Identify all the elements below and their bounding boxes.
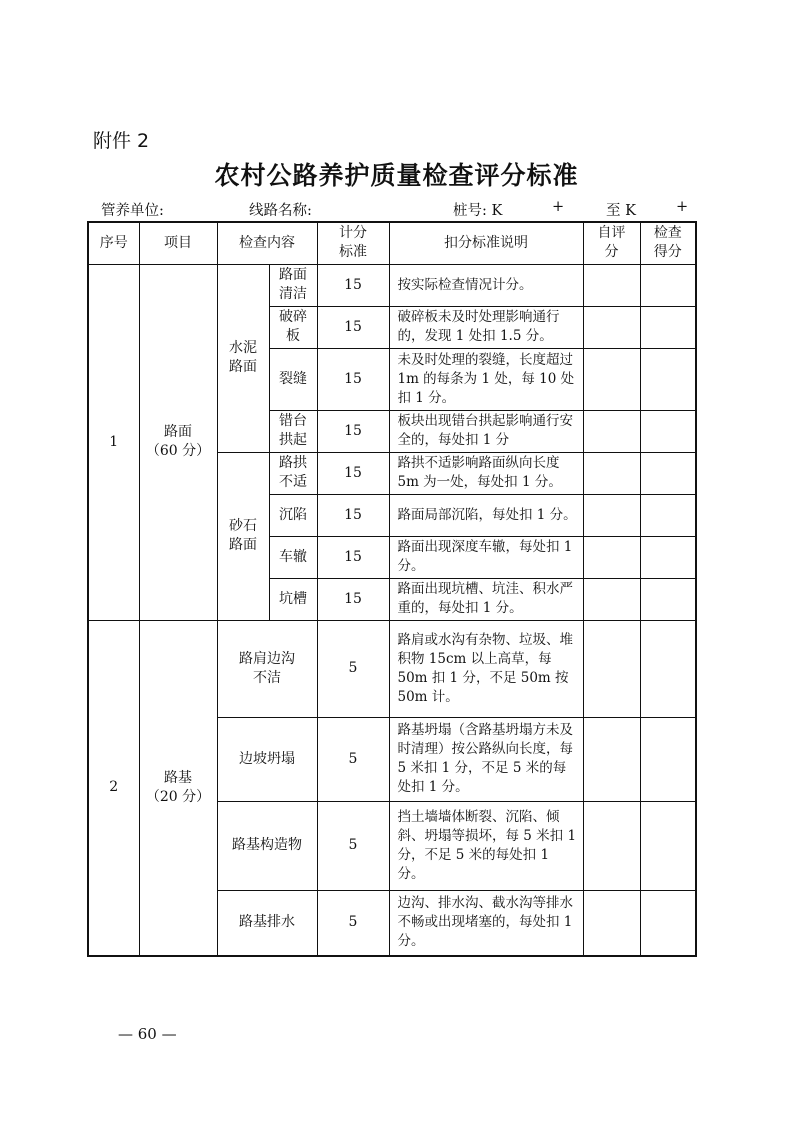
deduct-description: 未及时处理的裂缝，长度超过 1m 的每条为 1 处，每 10 处扣 1 分。 bbox=[389, 348, 583, 410]
header-score-standard: 计分 标准 bbox=[317, 222, 389, 264]
self-score-cell[interactable] bbox=[583, 306, 640, 348]
self-score-cell[interactable] bbox=[583, 536, 640, 578]
sub-item: 路面 清洁 bbox=[269, 264, 317, 306]
sub-item: 裂缝 bbox=[269, 348, 317, 410]
inspect-score-cell[interactable] bbox=[640, 306, 696, 348]
check-item: 路肩边沟 不洁 bbox=[217, 620, 317, 717]
self-score-cell[interactable] bbox=[583, 410, 640, 452]
deduct-description: 路面局部沉陷，每处扣 1 分。 bbox=[389, 494, 583, 536]
inspect-score-cell[interactable] bbox=[640, 717, 696, 801]
check-item: 路基排水 bbox=[217, 890, 317, 956]
header-item: 项目 bbox=[139, 222, 217, 264]
row-seq: 1 bbox=[88, 264, 139, 620]
inspect-score-cell[interactable] bbox=[640, 348, 696, 410]
deduct-description: 路肩或水沟有杂物、垃圾、堆积物 15cm 以上高草，每 50m 扣 1 分，不足 50m 按 50m 计。 bbox=[389, 620, 583, 717]
table-row bbox=[88, 620, 696, 717]
inspect-score-cell[interactable] bbox=[640, 620, 696, 717]
score-standard: 5 bbox=[317, 717, 389, 801]
self-score-cell[interactable] bbox=[583, 620, 640, 717]
inspect-score-cell[interactable] bbox=[640, 536, 696, 578]
inspect-score-cell[interactable] bbox=[640, 578, 696, 620]
self-score-cell[interactable] bbox=[583, 890, 640, 956]
check-item: 路基构造物 bbox=[217, 801, 317, 890]
document-title: 农村公路养护质量检查评分标准 bbox=[214, 161, 579, 190]
group-name: 水泥 路面 bbox=[217, 264, 269, 452]
sub-item: 坑槽 bbox=[269, 578, 317, 620]
self-score-cell[interactable] bbox=[583, 348, 640, 410]
score-standard: 5 bbox=[317, 890, 389, 956]
score-standard: 15 bbox=[317, 452, 389, 494]
score-standard: 15 bbox=[317, 494, 389, 536]
self-score-cell[interactable] bbox=[583, 452, 640, 494]
scoring-table bbox=[87, 221, 697, 957]
inspect-score-cell[interactable] bbox=[640, 801, 696, 890]
score-standard: 15 bbox=[317, 410, 389, 452]
header-seq: 序号 bbox=[88, 222, 139, 264]
score-standard: 15 bbox=[317, 306, 389, 348]
deduct-description: 路拱不适影响路面纵向长度 5m 为一处，每处扣 1 分。 bbox=[389, 452, 583, 494]
deduct-description: 破碎板未及时处理影响通行的，发现 1 处扣 1.5 分。 bbox=[389, 306, 583, 348]
self-score-cell[interactable] bbox=[583, 264, 640, 306]
row-item: 路基 （20 分） bbox=[139, 620, 217, 956]
sub-item: 沉陷 bbox=[269, 494, 317, 536]
score-standard: 15 bbox=[317, 348, 389, 410]
inspect-score-cell[interactable] bbox=[640, 452, 696, 494]
deduct-description: 路面出现深度车辙，每处扣 1 分。 bbox=[389, 536, 583, 578]
to-plus: + bbox=[676, 199, 689, 215]
deduct-description: 路面出现坑槽、坑洼、积水严重的，每处扣 1 分。 bbox=[389, 578, 583, 620]
annex-label: 附件 2 bbox=[93, 130, 150, 152]
group-name: 砂石 路面 bbox=[217, 452, 269, 620]
header-row bbox=[88, 222, 696, 264]
sub-item: 车辙 bbox=[269, 536, 317, 578]
row-item: 路面 （60 分） bbox=[139, 264, 217, 620]
deduct-description: 挡土墙墙体断裂、沉陷、倾斜、坍塌等损坏，每 5 米扣 1 分，不足 5 米的每处扣 1 分。 bbox=[389, 801, 583, 890]
inspect-score-cell[interactable] bbox=[640, 494, 696, 536]
inspect-score-cell[interactable] bbox=[640, 264, 696, 306]
sub-item: 错台 拱起 bbox=[269, 410, 317, 452]
table-row bbox=[88, 264, 696, 306]
unit-label: 管养单位: bbox=[101, 203, 164, 219]
self-score-cell[interactable] bbox=[583, 578, 640, 620]
header-inspect-score: 检查 得分 bbox=[640, 222, 696, 264]
deduct-description: 板块出现错台拱起影响通行安全的，每处扣 1 分 bbox=[389, 410, 583, 452]
to-label: 至 K bbox=[606, 203, 636, 219]
deduct-description: 路基坍塌（含路基坍塌方未及时清理）按公路纵向长度，每 5 米扣 1 分，不足 5 米的每处扣 1 分。 bbox=[389, 717, 583, 801]
score-standard: 15 bbox=[317, 536, 389, 578]
header-self-score: 自评 分 bbox=[583, 222, 640, 264]
route-label: 线路名称: bbox=[249, 203, 312, 219]
sub-item: 破碎 板 bbox=[269, 306, 317, 348]
stake-plus: + bbox=[552, 199, 565, 215]
check-item: 边坡坍塌 bbox=[217, 717, 317, 801]
self-score-cell[interactable] bbox=[583, 494, 640, 536]
deduct-description: 边沟、排水沟、截水沟等排水不畅或出现堵塞的，每处扣 1 分。 bbox=[389, 890, 583, 956]
header-deduct: 扣分标准说明 bbox=[389, 222, 583, 264]
inspect-score-cell[interactable] bbox=[640, 890, 696, 956]
inspect-score-cell[interactable] bbox=[640, 410, 696, 452]
deduct-description: 按实际检查情况计分。 bbox=[389, 264, 583, 306]
score-standard: 5 bbox=[317, 801, 389, 890]
header-check: 检查内容 bbox=[217, 222, 317, 264]
score-standard: 15 bbox=[317, 264, 389, 306]
score-standard: 15 bbox=[317, 578, 389, 620]
sub-item: 路拱 不适 bbox=[269, 452, 317, 494]
self-score-cell[interactable] bbox=[583, 801, 640, 890]
row-seq: 2 bbox=[88, 620, 139, 956]
self-score-cell[interactable] bbox=[583, 717, 640, 801]
score-standard: 5 bbox=[317, 620, 389, 717]
stake-label: 桩号: K bbox=[453, 203, 503, 219]
page-number: — 60 — bbox=[118, 1025, 177, 1043]
